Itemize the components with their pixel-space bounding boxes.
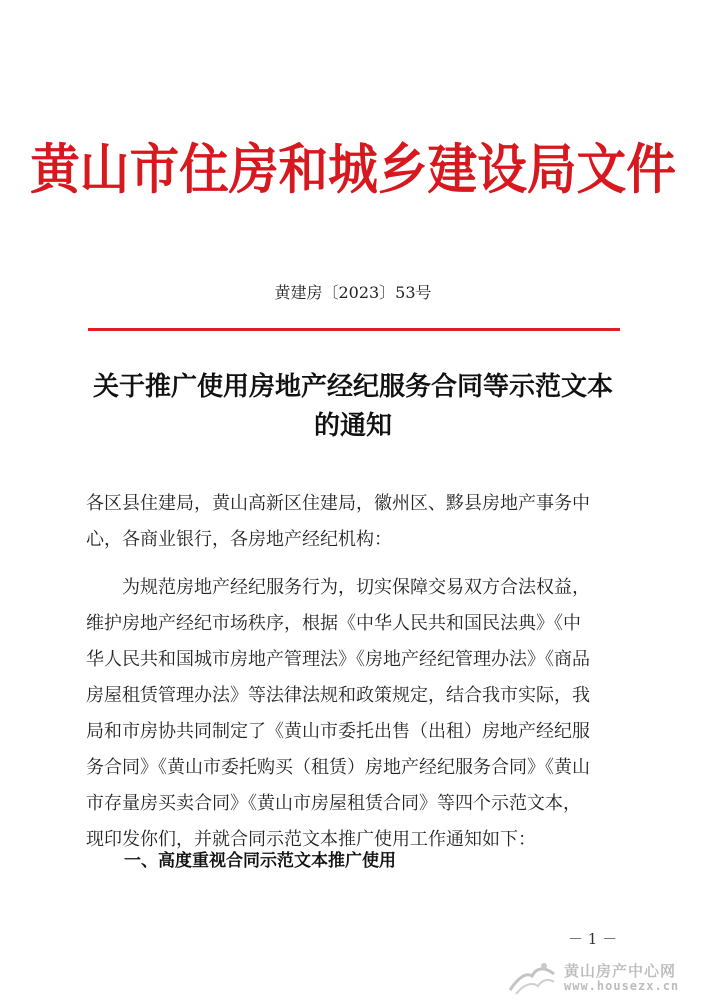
paragraph-line: 现印发你们，并就合同示范文本推广使用工作通知如下： <box>86 829 536 850</box>
paragraph-line: 为规范房地产经纪服务行为，切实保障交易双方合法权益， <box>86 577 590 598</box>
red-divider-line <box>88 328 620 331</box>
document-title <box>60 368 646 446</box>
paragraph-line: 市存量房买卖合同》《黄山市房屋租赁合同》等四个示范文本， <box>86 793 581 814</box>
paragraph-line: 维护房地产经纪市场秩序，根据《中华人民共和国民法典》《中 <box>86 613 581 634</box>
document-masthead: 黄山市住房和城乡建设局文件 <box>30 138 676 201</box>
paragraph-line: 局和市房协共同制定了《黄山市委托出售（出租）房地产经纪服 <box>86 721 590 742</box>
addressee-line: 心，各商业银行，各房地产经纪机构： <box>86 529 392 550</box>
addressee-block <box>86 486 628 558</box>
body-paragraph <box>86 570 628 858</box>
addressee-line: 各区县住建局，黄山高新区住建局，徽州区、黟县房地产事务中 <box>86 493 590 514</box>
mountain-logo-icon <box>508 958 556 998</box>
title-line: 关于推广使用房地产经纪服务合同等示范文本 <box>92 372 613 402</box>
document-number: 黄建房〔2023〕53号 <box>274 283 432 302</box>
page-number: － 1 － <box>568 930 618 948</box>
section-heading: 一、高度重视合同示范文本推广使用 <box>124 851 396 871</box>
watermark-site-name: 黄山房产中心网 <box>564 962 677 980</box>
paragraph-line: 华人民共和国城市房地产管理法》《房地产经纪管理办法》《商品 <box>86 649 590 670</box>
paragraph-line: 务合同》《黄山市委托购买（租赁）房地产经纪服务合同》《黄山 <box>86 757 590 778</box>
title-line: 的通知 <box>313 411 392 441</box>
paragraph-line: 房屋租赁管理办法》等法律法规和政策规定，结合我市实际，我 <box>86 685 590 706</box>
site-watermark <box>508 958 704 998</box>
watermark-url: www.housezx.cn <box>564 979 680 993</box>
